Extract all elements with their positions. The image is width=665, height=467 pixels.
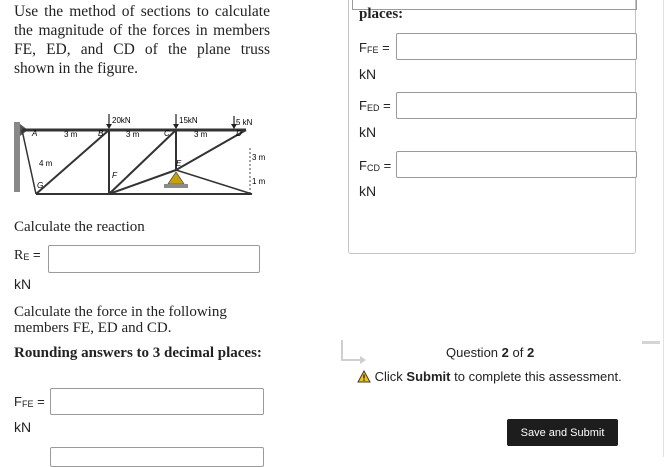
question-indicator: Question 2 of 2 <box>446 345 535 360</box>
node-g: G <box>37 181 44 190</box>
ffe-unit-left: kN <box>14 419 32 435</box>
rounding-text: Rounding answers to 3 decimal places: <box>14 345 262 361</box>
node-d: D <box>236 129 242 138</box>
load-d-label: 5 kN <box>236 118 253 127</box>
flag-icon <box>336 338 368 370</box>
rounding-continued-text: places: <box>359 6 404 22</box>
calculate-reaction-text: Calculate the reaction <box>14 219 145 235</box>
re-input[interactable] <box>48 245 260 273</box>
save-and-submit-button[interactable]: Save and Submit <box>507 419 618 446</box>
warning-icon <box>357 370 371 383</box>
ffe-input-left[interactable] <box>50 388 264 415</box>
re-unit: kN <box>14 276 32 292</box>
truss-figure <box>14 108 270 198</box>
ffe-label-left: FFE = <box>14 394 45 409</box>
fed-label: FED = <box>359 98 391 113</box>
fed-unit: kN <box>359 124 377 140</box>
dim-bc: 3 m <box>126 130 140 139</box>
wall-support <box>14 122 20 192</box>
member-fe <box>109 170 176 194</box>
fed-input[interactable] <box>396 92 637 119</box>
dim-ab: 3 m <box>64 130 78 139</box>
re-label: RE = <box>14 247 41 263</box>
fcd-unit: kN <box>359 183 377 199</box>
question-text: Use the method of sections to calculate the magnitude of the forces in members FE, ED, and CD of the plane truss shown in the figure. <box>14 3 270 77</box>
member-ga <box>22 130 36 194</box>
roller-support-icon <box>168 172 184 184</box>
fcd-input[interactable] <box>396 151 637 178</box>
next-input-partial[interactable] <box>50 447 264 467</box>
node-e: E <box>176 159 182 168</box>
load-b-label: 20kN <box>112 116 131 125</box>
calculate-force-text: Calculate the force in the following members FE, ED and CD. <box>14 304 227 336</box>
node-c: C <box>164 129 170 138</box>
ffe-unit: kN <box>359 66 377 82</box>
scroll-indicator <box>642 341 660 344</box>
submit-notice: Click Submit to complete this assessment. <box>357 369 622 384</box>
ffe-label: FFE = <box>359 40 390 55</box>
dim-right2: 1 m <box>252 177 266 186</box>
fcd-label: FCD = <box>359 158 392 173</box>
node-f: F <box>112 171 117 180</box>
load-c-label: 15kN <box>179 116 198 125</box>
dim-left: 4 m <box>39 159 53 168</box>
ffe-input[interactable] <box>396 33 637 60</box>
right-divider <box>663 0 664 457</box>
node-a: A <box>32 129 38 138</box>
dim-right: 3 m <box>252 153 266 162</box>
node-b: B <box>98 129 104 138</box>
dim-cd: 3 m <box>194 130 208 139</box>
